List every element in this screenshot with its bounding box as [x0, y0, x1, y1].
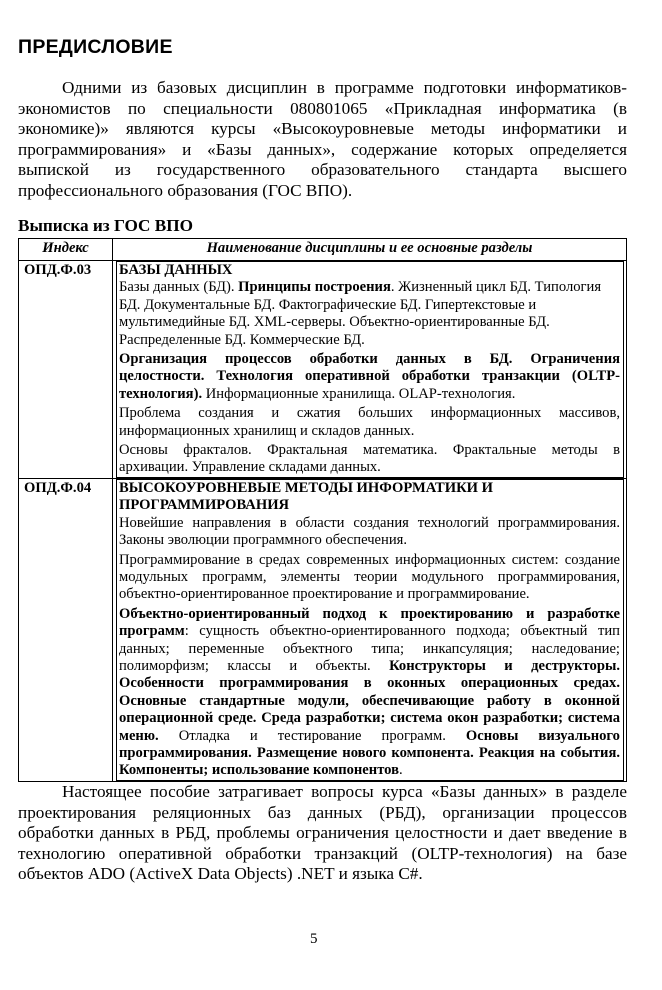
header-discipline: Наименование дисциплины и ее основные разделы — [113, 239, 627, 261]
highlight-box — [116, 479, 624, 781]
intro-paragraph: Одними из базовых дисциплин в программе подготовки информатиков-экономистов по специальности 080801065 «Прикладная информатика (в экономике)» являются курсы «Высокоуровневые методы информатики и программирования» и «Базы данных», содержание которых определяется выпиской из государственного образовательного стандарта высшего профессионального образования (ГОС ВПО). — [18, 78, 627, 200]
page-title: ПРЕДИСЛОВИЕ — [18, 36, 173, 58]
discipline-text: Объектно-ориентированный подход к проектированию и разработке программ: сущность объектно-ориентированного подхода; объектный тип данных; переменные объектного типа; инкапсуляция; наследование; полиморфизм; классы и объекты. Конструкторы и деструкторы. Особенности программирования в оконных операционных средах. Основные стандартные модули, обеспечивающие работу в оконной операционной среде. Среда разработки; система окон разработки; система меню. Отладка и тестирование программ. Основы визуального программирования. Размещение нового компонента. Реакция на события. Компоненты; использование компонентов. — [119, 605, 620, 779]
row-index: ОПД.Ф.04 — [19, 478, 113, 781]
discipline-text: Организация процессов обработки данных в БД. Ограничения целостности. Технология оперативной обработки транзакции (OLTP-технология). Информационные хранилища. OLAP-технология. — [119, 351, 620, 402]
highlight-box — [116, 261, 624, 478]
discipline-text: Основы фракталов. Фрактальная математика. Фрактальные методы в архивации. Управление складами данных. — [119, 442, 620, 476]
page-number: 5 — [310, 931, 318, 947]
closing-paragraph: Настоящее пособие затрагивает вопросы курса «Базы данных» в разделе проектирования реляционных баз данных (РБД), организации процессов обработки данных в РБД, проблемы ограничения целостности и дает введение в технологию оперативной обработки транзакций (OLTP-технология) на базе объектов ADO (ActiveX Data Objects) .NET и языка C#. — [18, 782, 627, 884]
discipline-text: Базы данных (БД). Принципы построения. Жизненный цикл БД. Типология БД. Документальные БД. Фактографические БД. Гипертекстовые и мультимедийные БД. XML-серверы. Объектно-ориентированные БД. Распределенные БД. Коммерческие БД. — [119, 279, 602, 348]
table-header-row — [19, 239, 627, 261]
table-row — [19, 261, 627, 479]
discipline-text: Программирование в средах современных информационных систем: создание модульных программ, элементы теории модульного программирования, объектно-ориентированное проектирование и программирование. — [119, 551, 620, 603]
table-row — [19, 478, 627, 781]
row-content — [113, 261, 627, 479]
discipline-title: БАЗЫ ДАННЫХ — [119, 262, 233, 278]
header-index: Индекс — [19, 239, 113, 261]
gos-table — [18, 238, 627, 782]
row-content — [113, 478, 627, 781]
discipline-text: Проблема создания и сжатия больших информационных массивов, информационных хранилищ и складов данных. — [119, 405, 620, 439]
table-caption: Выписка из ГОС ВПО — [18, 216, 193, 235]
discipline-text: Новейшие направления в области создания технологий программирования. Законы эволюции программного обеспечения. — [119, 514, 620, 549]
discipline-title: ВЫСОКОУРОВНЕВЫЕ МЕТОДЫ ИНФОРМАТИКИ И ПРОГРАММИРОВАНИЯ — [119, 479, 494, 514]
row-index: ОПД.Ф.03 — [19, 261, 113, 479]
